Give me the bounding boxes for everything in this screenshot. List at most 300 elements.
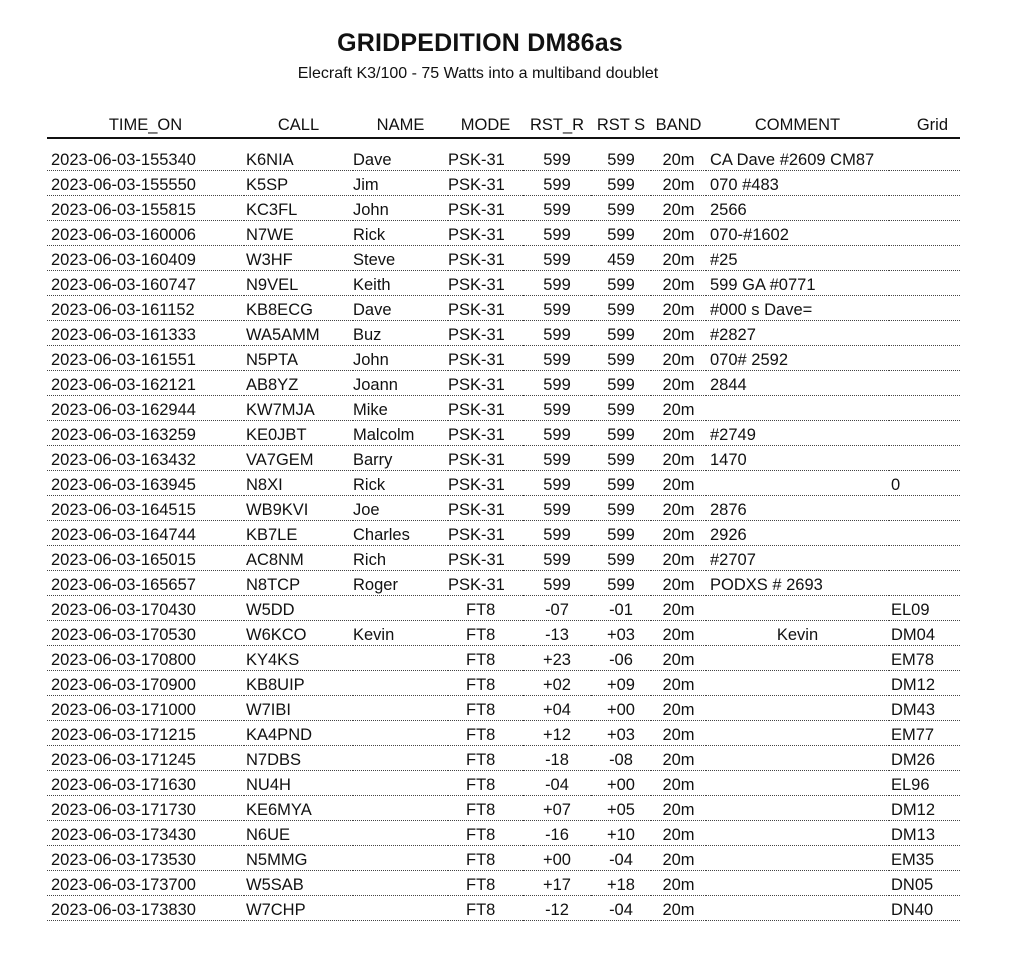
- cell-name: Kevin: [353, 621, 448, 646]
- cell-rst-s: 599: [591, 496, 651, 521]
- cell-call: K5SP: [244, 171, 353, 196]
- cell-call: N7DBS: [244, 746, 353, 771]
- cell-rst-s: 599: [591, 471, 651, 496]
- cell-call: W7IBI: [244, 696, 353, 721]
- cell-call: N6UE: [244, 821, 353, 846]
- cell-comment: [706, 896, 889, 921]
- cell-rst-s: +05: [591, 796, 651, 821]
- table-row: [47, 271, 960, 296]
- cell-comment: 070# 2592: [706, 346, 889, 371]
- cell-time-on: 2023-06-03-163945: [47, 471, 244, 496]
- cell-call: KB8ECG: [244, 296, 353, 321]
- cell-rst-r: 599: [523, 471, 591, 496]
- cell-grid: [889, 246, 960, 271]
- cell-call: KY4KS: [244, 646, 353, 671]
- cell-rst-s: 599: [591, 296, 651, 321]
- cell-grid: [889, 321, 960, 346]
- cell-band: 20m: [651, 596, 706, 621]
- cell-grid: EM35: [889, 846, 960, 871]
- cell-comment: 599 GA #0771: [706, 271, 889, 296]
- cell-mode: PSK-31: [448, 196, 523, 221]
- cell-rst-r: +17: [523, 871, 591, 896]
- cell-call: N9VEL: [244, 271, 353, 296]
- table-row: [47, 696, 960, 721]
- col-header-name: NAME: [353, 113, 448, 138]
- cell-rst-r: 599: [523, 321, 591, 346]
- cell-rst-s: 599: [591, 396, 651, 421]
- cell-rst-r: +02: [523, 671, 591, 696]
- cell-grid: [889, 271, 960, 296]
- cell-rst-r: -07: [523, 596, 591, 621]
- cell-name: [353, 596, 448, 621]
- cell-mode: PSK-31: [448, 271, 523, 296]
- table-row: [47, 471, 960, 496]
- cell-comment: #2749: [706, 421, 889, 446]
- cell-rst-s: +00: [591, 696, 651, 721]
- cell-band: 20m: [651, 446, 706, 471]
- cell-time-on: 2023-06-03-173700: [47, 871, 244, 896]
- cell-name: Joe: [353, 496, 448, 521]
- cell-call: KE6MYA: [244, 796, 353, 821]
- cell-rst-r: 599: [523, 371, 591, 396]
- cell-rst-r: -12: [523, 896, 591, 921]
- cell-time-on: 2023-06-03-162121: [47, 371, 244, 396]
- cell-grid: [889, 346, 960, 371]
- cell-time-on: 2023-06-03-171630: [47, 771, 244, 796]
- cell-band: 20m: [651, 421, 706, 446]
- cell-time-on: 2023-06-03-155340: [47, 146, 244, 171]
- cell-time-on: 2023-06-03-171730: [47, 796, 244, 821]
- cell-rst-r: 599: [523, 171, 591, 196]
- table-row: [47, 246, 960, 271]
- cell-band: 20m: [651, 396, 706, 421]
- table-row: [47, 521, 960, 546]
- cell-time-on: 2023-06-03-160409: [47, 246, 244, 271]
- table-row: [47, 196, 960, 221]
- cell-grid: [889, 296, 960, 321]
- table-row: [47, 746, 960, 771]
- cell-name: Barry: [353, 446, 448, 471]
- cell-name: [353, 696, 448, 721]
- cell-name: [353, 796, 448, 821]
- page-subtitle: Elecraft K3/100 - 75 Watts into a multiband doublet: [297, 65, 659, 82]
- cell-band: 20m: [651, 846, 706, 871]
- cell-rst-s: -04: [591, 896, 651, 921]
- cell-mode: PSK-31: [448, 346, 523, 371]
- cell-mode: PSK-31: [448, 496, 523, 521]
- cell-call: AB8YZ: [244, 371, 353, 396]
- table-row: [47, 146, 960, 171]
- cell-band: 20m: [651, 896, 706, 921]
- cell-name: [353, 671, 448, 696]
- cell-band: 20m: [651, 771, 706, 796]
- cell-mode: PSK-31: [448, 296, 523, 321]
- cell-band: 20m: [651, 571, 706, 596]
- cell-rst-s: 599: [591, 571, 651, 596]
- cell-time-on: 2023-06-03-171245: [47, 746, 244, 771]
- table-row: [47, 646, 960, 671]
- cell-comment: [706, 671, 889, 696]
- cell-mode: PSK-31: [448, 146, 523, 171]
- cell-grid: [889, 546, 960, 571]
- cell-time-on: 2023-06-03-165015: [47, 546, 244, 571]
- table-row: [47, 671, 960, 696]
- col-header-comment: COMMENT: [706, 113, 889, 138]
- table-row: [47, 846, 960, 871]
- cell-band: 20m: [651, 196, 706, 221]
- cell-call: N8TCP: [244, 571, 353, 596]
- header-spacer: [47, 138, 960, 146]
- table-row: [47, 721, 960, 746]
- cell-rst-s: +18: [591, 871, 651, 896]
- table-row: [47, 796, 960, 821]
- cell-comment: [706, 771, 889, 796]
- cell-rst-s: 599: [591, 371, 651, 396]
- cell-band: 20m: [651, 371, 706, 396]
- col-header-call: CALL: [244, 113, 353, 138]
- log-body: [47, 138, 960, 921]
- cell-call: KE0JBT: [244, 421, 353, 446]
- cell-rst-r: -13: [523, 621, 591, 646]
- cell-call: W5DD: [244, 596, 353, 621]
- cell-name: Keith: [353, 271, 448, 296]
- cell-comment: [706, 696, 889, 721]
- cell-comment: 070-#1602: [706, 221, 889, 246]
- table-row: [47, 371, 960, 396]
- cell-comment: PODXS # 2693: [706, 571, 889, 596]
- table-row: [47, 446, 960, 471]
- cell-rst-r: 599: [523, 571, 591, 596]
- cell-mode: PSK-31: [448, 321, 523, 346]
- cell-time-on: 2023-06-03-155815: [47, 196, 244, 221]
- cell-grid: [889, 171, 960, 196]
- cell-band: 20m: [651, 296, 706, 321]
- col-header-grid: Grid: [889, 113, 960, 138]
- cell-call: W5SAB: [244, 871, 353, 896]
- col-header-rst-r: RST_R: [523, 113, 591, 138]
- cell-band: 20m: [651, 546, 706, 571]
- cell-mode: FT8: [448, 796, 523, 821]
- cell-call: W3HF: [244, 246, 353, 271]
- cell-name: [353, 771, 448, 796]
- cell-rst-r: 599: [523, 396, 591, 421]
- cell-rst-s: 599: [591, 321, 651, 346]
- table-row: [47, 496, 960, 521]
- cell-name: Buz: [353, 321, 448, 346]
- cell-mode: FT8: [448, 621, 523, 646]
- cell-comment: 2844: [706, 371, 889, 396]
- cell-name: Dave: [353, 146, 448, 171]
- cell-rst-r: -18: [523, 746, 591, 771]
- cell-call: KW7MJA: [244, 396, 353, 421]
- cell-mode: PSK-31: [448, 246, 523, 271]
- cell-band: 20m: [651, 146, 706, 171]
- cell-comment: #25: [706, 246, 889, 271]
- cell-comment: [706, 871, 889, 896]
- cell-name: Jim: [353, 171, 448, 196]
- cell-time-on: 2023-06-03-161551: [47, 346, 244, 371]
- cell-comment: 2566: [706, 196, 889, 221]
- cell-comment: [706, 721, 889, 746]
- table-row: [47, 321, 960, 346]
- cell-grid: DM12: [889, 671, 960, 696]
- cell-call: WB9KVI: [244, 496, 353, 521]
- cell-rst-s: 599: [591, 196, 651, 221]
- cell-mode: PSK-31: [448, 421, 523, 446]
- cell-rst-s: 599: [591, 146, 651, 171]
- cell-name: [353, 721, 448, 746]
- cell-rst-s: 599: [591, 546, 651, 571]
- cell-mode: FT8: [448, 646, 523, 671]
- cell-mode: PSK-31: [448, 171, 523, 196]
- cell-rst-s: 599: [591, 521, 651, 546]
- cell-name: Joann: [353, 371, 448, 396]
- cell-name: Malcolm: [353, 421, 448, 446]
- cell-name: Roger: [353, 571, 448, 596]
- table-row: [47, 221, 960, 246]
- cell-comment: CA Dave #2609 CM87: [706, 146, 889, 171]
- cell-name: John: [353, 196, 448, 221]
- table-row: [47, 771, 960, 796]
- cell-mode: PSK-31: [448, 396, 523, 421]
- cell-mode: PSK-31: [448, 546, 523, 571]
- cell-rst-r: +04: [523, 696, 591, 721]
- cell-time-on: 2023-06-03-171215: [47, 721, 244, 746]
- cell-rst-s: -08: [591, 746, 651, 771]
- cell-name: Steve: [353, 246, 448, 271]
- cell-band: 20m: [651, 521, 706, 546]
- table-row: [47, 171, 960, 196]
- col-header-rst-s: RST S: [591, 113, 651, 138]
- page-title: GRIDPEDITION DM86as: [337, 29, 623, 57]
- cell-rst-s: +03: [591, 621, 651, 646]
- table-row: [47, 346, 960, 371]
- cell-time-on: 2023-06-03-161152: [47, 296, 244, 321]
- cell-name: Charles: [353, 521, 448, 546]
- cell-grid: [889, 396, 960, 421]
- cell-call: N5MMG: [244, 846, 353, 871]
- cell-time-on: 2023-06-03-170800: [47, 646, 244, 671]
- cell-time-on: 2023-06-03-160006: [47, 221, 244, 246]
- cell-name: [353, 896, 448, 921]
- cell-name: John: [353, 346, 448, 371]
- cell-band: 20m: [651, 271, 706, 296]
- cell-time-on: 2023-06-03-165657: [47, 571, 244, 596]
- cell-mode: PSK-31: [448, 221, 523, 246]
- cell-grid: DM12: [889, 796, 960, 821]
- cell-band: 20m: [651, 621, 706, 646]
- cell-comment: 070 #483: [706, 171, 889, 196]
- cell-grid: [889, 446, 960, 471]
- cell-rst-r: +23: [523, 646, 591, 671]
- cell-rst-s: 599: [591, 346, 651, 371]
- cell-call: N8XI: [244, 471, 353, 496]
- cell-band: 20m: [651, 721, 706, 746]
- cell-mode: FT8: [448, 821, 523, 846]
- cell-call: W7CHP: [244, 896, 353, 921]
- cell-time-on: 2023-06-03-164744: [47, 521, 244, 546]
- cell-grid: DM04: [889, 621, 960, 646]
- table-row: [47, 296, 960, 321]
- table-row: [47, 571, 960, 596]
- cell-rst-r: +00: [523, 846, 591, 871]
- cell-call: WA5AMM: [244, 321, 353, 346]
- cell-grid: [889, 496, 960, 521]
- cell-name: [353, 746, 448, 771]
- cell-rst-r: 599: [523, 346, 591, 371]
- cell-mode: PSK-31: [448, 521, 523, 546]
- cell-comment: #2827: [706, 321, 889, 346]
- cell-mode: FT8: [448, 721, 523, 746]
- cell-rst-s: 599: [591, 221, 651, 246]
- cell-comment: [706, 796, 889, 821]
- cell-band: 20m: [651, 221, 706, 246]
- cell-call: AC8NM: [244, 546, 353, 571]
- cell-time-on: 2023-06-03-164515: [47, 496, 244, 521]
- cell-call: NU4H: [244, 771, 353, 796]
- cell-rst-s: 599: [591, 421, 651, 446]
- table-row: [47, 896, 960, 921]
- cell-time-on: 2023-06-03-160747: [47, 271, 244, 296]
- cell-grid: DM13: [889, 821, 960, 846]
- cell-time-on: 2023-06-03-163432: [47, 446, 244, 471]
- col-header-band: BAND: [651, 113, 706, 138]
- cell-band: 20m: [651, 471, 706, 496]
- cell-call: N5PTA: [244, 346, 353, 371]
- cell-mode: FT8: [448, 596, 523, 621]
- cell-mode: PSK-31: [448, 471, 523, 496]
- cell-comment: 2876: [706, 496, 889, 521]
- cell-name: Mike: [353, 396, 448, 421]
- cell-rst-s: -01: [591, 596, 651, 621]
- cell-comment: 1470: [706, 446, 889, 471]
- col-header-time-on: TIME_ON: [47, 113, 244, 138]
- cell-mode: PSK-31: [448, 371, 523, 396]
- cell-rst-r: 599: [523, 546, 591, 571]
- cell-band: 20m: [651, 696, 706, 721]
- cell-mode: FT8: [448, 746, 523, 771]
- cell-rst-s: +09: [591, 671, 651, 696]
- cell-grid: [889, 521, 960, 546]
- cell-comment: [706, 471, 889, 496]
- header-row: [47, 113, 960, 138]
- cell-name: Dave: [353, 296, 448, 321]
- cell-call: K6NIA: [244, 146, 353, 171]
- cell-rst-s: -04: [591, 846, 651, 871]
- cell-band: 20m: [651, 796, 706, 821]
- cell-band: 20m: [651, 246, 706, 271]
- cell-grid: EM78: [889, 646, 960, 671]
- cell-grid: DN05: [889, 871, 960, 896]
- cell-rst-r: 599: [523, 221, 591, 246]
- cell-call: VA7GEM: [244, 446, 353, 471]
- cell-rst-r: +07: [523, 796, 591, 821]
- cell-name: [353, 871, 448, 896]
- cell-grid: EM77: [889, 721, 960, 746]
- cell-grid: [889, 196, 960, 221]
- cell-comment: #2707: [706, 546, 889, 571]
- cell-rst-s: 459: [591, 246, 651, 271]
- cell-rst-s: +00: [591, 771, 651, 796]
- cell-band: 20m: [651, 871, 706, 896]
- cell-name: Rick: [353, 471, 448, 496]
- cell-mode: PSK-31: [448, 446, 523, 471]
- cell-rst-r: 599: [523, 246, 591, 271]
- cell-grid: [889, 146, 960, 171]
- cell-call: KB7LE: [244, 521, 353, 546]
- cell-band: 20m: [651, 171, 706, 196]
- cell-rst-r: 599: [523, 446, 591, 471]
- cell-rst-r: 599: [523, 296, 591, 321]
- cell-mode: FT8: [448, 771, 523, 796]
- cell-band: 20m: [651, 746, 706, 771]
- cell-time-on: 2023-06-03-170430: [47, 596, 244, 621]
- cell-rst-r: 599: [523, 496, 591, 521]
- cell-name: Rick: [353, 221, 448, 246]
- cell-name: [353, 846, 448, 871]
- cell-name: Rich: [353, 546, 448, 571]
- cell-mode: PSK-31: [448, 571, 523, 596]
- cell-grid: EL09: [889, 596, 960, 621]
- cell-comment: Kevin: [706, 621, 889, 646]
- cell-comment: [706, 396, 889, 421]
- cell-mode: FT8: [448, 696, 523, 721]
- cell-name: [353, 646, 448, 671]
- cell-comment: [706, 846, 889, 871]
- cell-grid: EL96: [889, 771, 960, 796]
- cell-band: 20m: [651, 321, 706, 346]
- cell-grid: DM43: [889, 696, 960, 721]
- cell-call: W6KCO: [244, 621, 353, 646]
- cell-band: 20m: [651, 496, 706, 521]
- cell-time-on: 2023-06-03-173430: [47, 821, 244, 846]
- cell-comment: [706, 646, 889, 671]
- qso-log-table: [47, 113, 960, 921]
- cell-rst-r: -16: [523, 821, 591, 846]
- cell-rst-s: 599: [591, 171, 651, 196]
- cell-rst-s: -06: [591, 646, 651, 671]
- cell-mode: FT8: [448, 896, 523, 921]
- table-row: [47, 546, 960, 571]
- cell-mode: FT8: [448, 871, 523, 896]
- cell-time-on: 2023-06-03-170530: [47, 621, 244, 646]
- cell-band: 20m: [651, 346, 706, 371]
- table-row: [47, 821, 960, 846]
- cell-name: [353, 821, 448, 846]
- cell-call: KB8UIP: [244, 671, 353, 696]
- table-row: [47, 596, 960, 621]
- cell-mode: FT8: [448, 671, 523, 696]
- cell-time-on: 2023-06-03-170900: [47, 671, 244, 696]
- cell-time-on: 2023-06-03-155550: [47, 171, 244, 196]
- cell-band: 20m: [651, 821, 706, 846]
- cell-grid: [889, 221, 960, 246]
- table-row: [47, 871, 960, 896]
- cell-rst-r: -04: [523, 771, 591, 796]
- cell-time-on: 2023-06-03-173530: [47, 846, 244, 871]
- cell-time-on: 2023-06-03-171000: [47, 696, 244, 721]
- cell-grid: 0: [889, 471, 960, 496]
- cell-comment: [706, 746, 889, 771]
- cell-rst-r: 599: [523, 146, 591, 171]
- cell-call: KA4PND: [244, 721, 353, 746]
- cell-grid: [889, 571, 960, 596]
- cell-rst-r: 599: [523, 271, 591, 296]
- cell-rst-r: +12: [523, 721, 591, 746]
- cell-rst-r: 599: [523, 521, 591, 546]
- cell-band: 20m: [651, 646, 706, 671]
- cell-time-on: 2023-06-03-162944: [47, 396, 244, 421]
